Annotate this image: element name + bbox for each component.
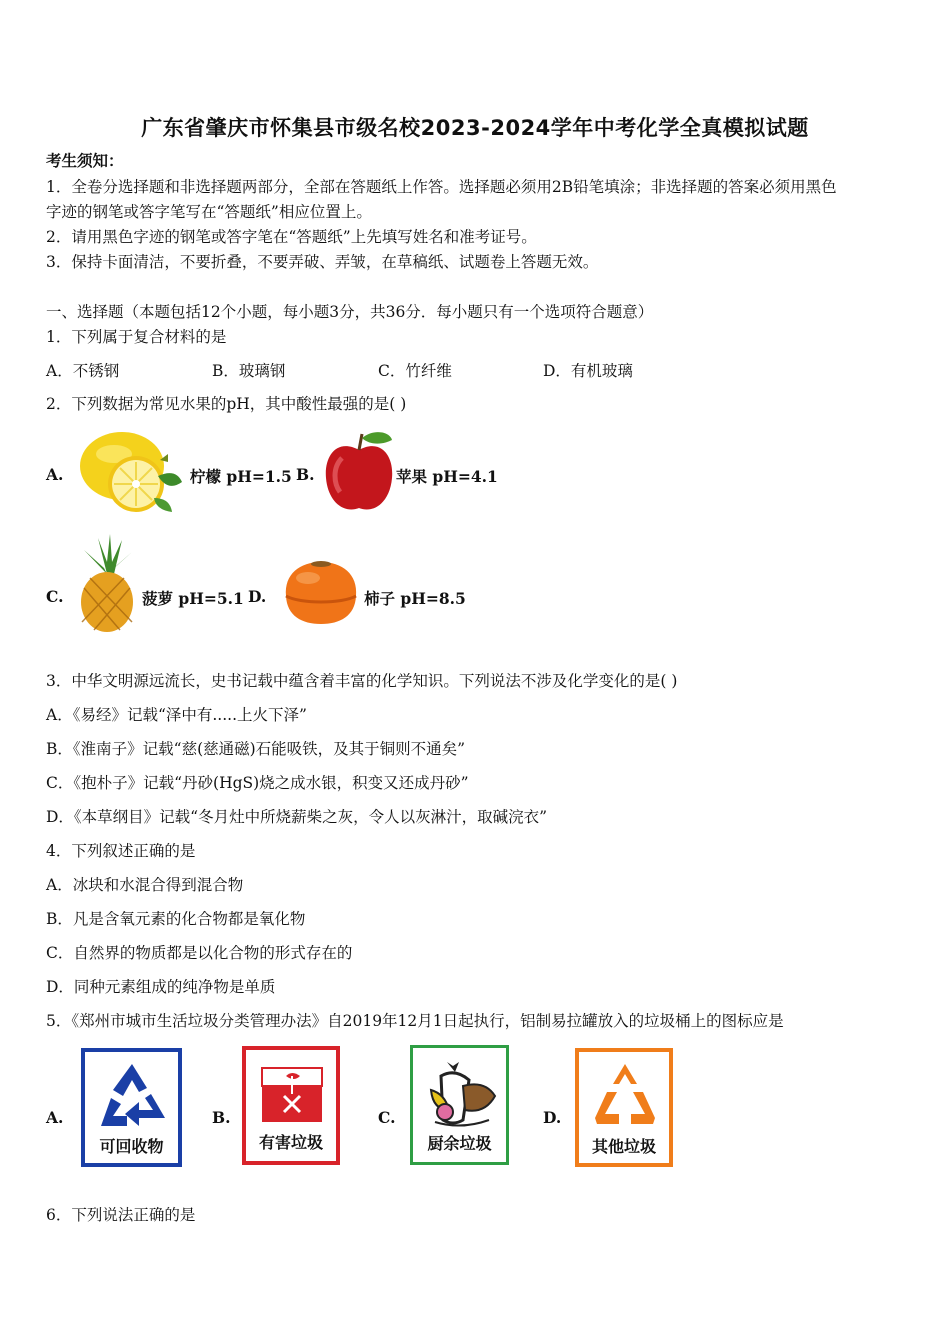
question-4: 4．下列叙述正确的是: [46, 842, 196, 860]
recyclable-caption: 可回收物: [99, 1137, 164, 1156]
persimmon-image: [280, 556, 362, 628]
q5-option-d-label[interactable]: D.: [543, 1108, 562, 1127]
q4-option-a[interactable]: A．冰块和水混合得到混合物: [46, 876, 244, 894]
q4-option-c[interactable]: C．自然界的物质都是以化合物的形式存在的: [46, 944, 353, 962]
hazardous-caption: 有害垃圾: [258, 1133, 323, 1152]
q2-option-b-label[interactable]: B.: [296, 465, 315, 484]
q2-option-c-label[interactable]: C.: [46, 587, 64, 606]
q2-option-c-text: 菠萝 pH=5.1: [142, 589, 244, 608]
q1-option-b[interactable]: B．玻璃钢: [212, 362, 286, 380]
kitchen-caption: 厨余垃圾: [427, 1134, 492, 1153]
q3-option-d[interactable]: D．《本草纲目》记载“冬月灶中所烧薪柴之灰，令人以灰淋汁，取碱浣衣”: [46, 808, 548, 826]
section-heading: 一、选择题（本题包括12个小题，每小题3分，共36分．每小题只有一个选项符合题意）: [46, 303, 654, 321]
notice-item-3: 3．保持卡面清洁，不要折叠，不要弄破、弄皱，在草稿纸、试题卷上答题无效。: [46, 253, 599, 271]
question-6: 6．下列说法正确的是: [46, 1206, 196, 1224]
question-3: 3．中华文明源远流长，史书记载中蕴含着丰富的化学知识。下列说法不涉及化学变化的是( ): [46, 672, 678, 690]
q2-option-b-text: 苹果 pH=4.1: [396, 467, 498, 486]
q3-option-b[interactable]: B．《淮南子》记载“慈(慈通磁)石能吸铁，及其于铜则不通矣”: [46, 740, 466, 758]
q2-option-d-label[interactable]: D.: [248, 587, 267, 606]
notice-item-1: 1．全卷分选择题和非选择题两部分，全部在答题纸上作答。选择题必须用2B铅笔填涂；非选择题的答案必须用黑色: [46, 178, 837, 196]
page-title: 广东省肇庆市怀集县市级名校2023-2024学年中考化学全真模拟试题: [141, 116, 809, 140]
recyclable-bin-icon: [81, 1048, 182, 1167]
q5-option-b-label[interactable]: B.: [212, 1108, 231, 1127]
q2-option-a-label[interactable]: A.: [46, 465, 64, 484]
q5-option-c-label[interactable]: C.: [378, 1108, 396, 1127]
other-caption: 其他垃圾: [591, 1137, 656, 1156]
q4-option-d[interactable]: D．同种元素组成的纯净物是单质: [46, 978, 276, 996]
recycle-icon: [95, 1060, 169, 1132]
q4-option-b[interactable]: B．凡是含氧元素的化合物都是氧化物: [46, 910, 306, 928]
other-bin-icon: [575, 1048, 673, 1167]
question-1: 1．下列属于复合材料的是: [46, 328, 227, 346]
pineapple-image: [76, 532, 138, 634]
hazard-icon: [260, 1066, 324, 1124]
q1-option-d[interactable]: D．有机玻璃: [543, 362, 633, 380]
kitchen-bin-icon: [410, 1045, 509, 1165]
question-5: 5．《郑州市城市生活垃圾分类管理办法》自2019年12月1日起执行，铝制易拉罐放入的垃圾桶上的图标应是: [46, 1012, 784, 1030]
notice-heading: 考生须知：: [46, 151, 124, 170]
other-waste-icon: [593, 1062, 657, 1132]
q5-option-a-label[interactable]: A.: [46, 1108, 64, 1127]
q3-option-a[interactable]: A．《易经》记载“泽中有.....上火下泽”: [46, 706, 307, 724]
notice-item-2: 2．请用黑色字迹的钢笔或答字笔在“答题纸”上先填写姓名和准考证号。: [46, 228, 537, 246]
q1-option-c[interactable]: C．竹纤维: [378, 362, 452, 380]
q2-option-a-text: 柠檬 pH=1.5: [190, 467, 292, 486]
question-2: 2．下列数据为常见水果的pH，其中酸性最强的是( ): [46, 395, 407, 413]
notice-item-1-cont: 字迹的钢笔或答字笔写在“答题纸”相应位置上。: [46, 203, 372, 221]
lemon-image: [74, 426, 188, 516]
food-waste-icon: [421, 1056, 501, 1130]
q1-option-a[interactable]: A．不锈钢: [46, 362, 120, 380]
q3-option-c[interactable]: C．《抱朴子》记载“丹砂(HgS)烧之成水银，积变又还成丹砂”: [46, 774, 469, 792]
hazardous-bin-icon: [242, 1046, 340, 1165]
apple-image: [322, 428, 396, 516]
q2-option-d-text: 柿子 pH=8.5: [364, 589, 466, 608]
